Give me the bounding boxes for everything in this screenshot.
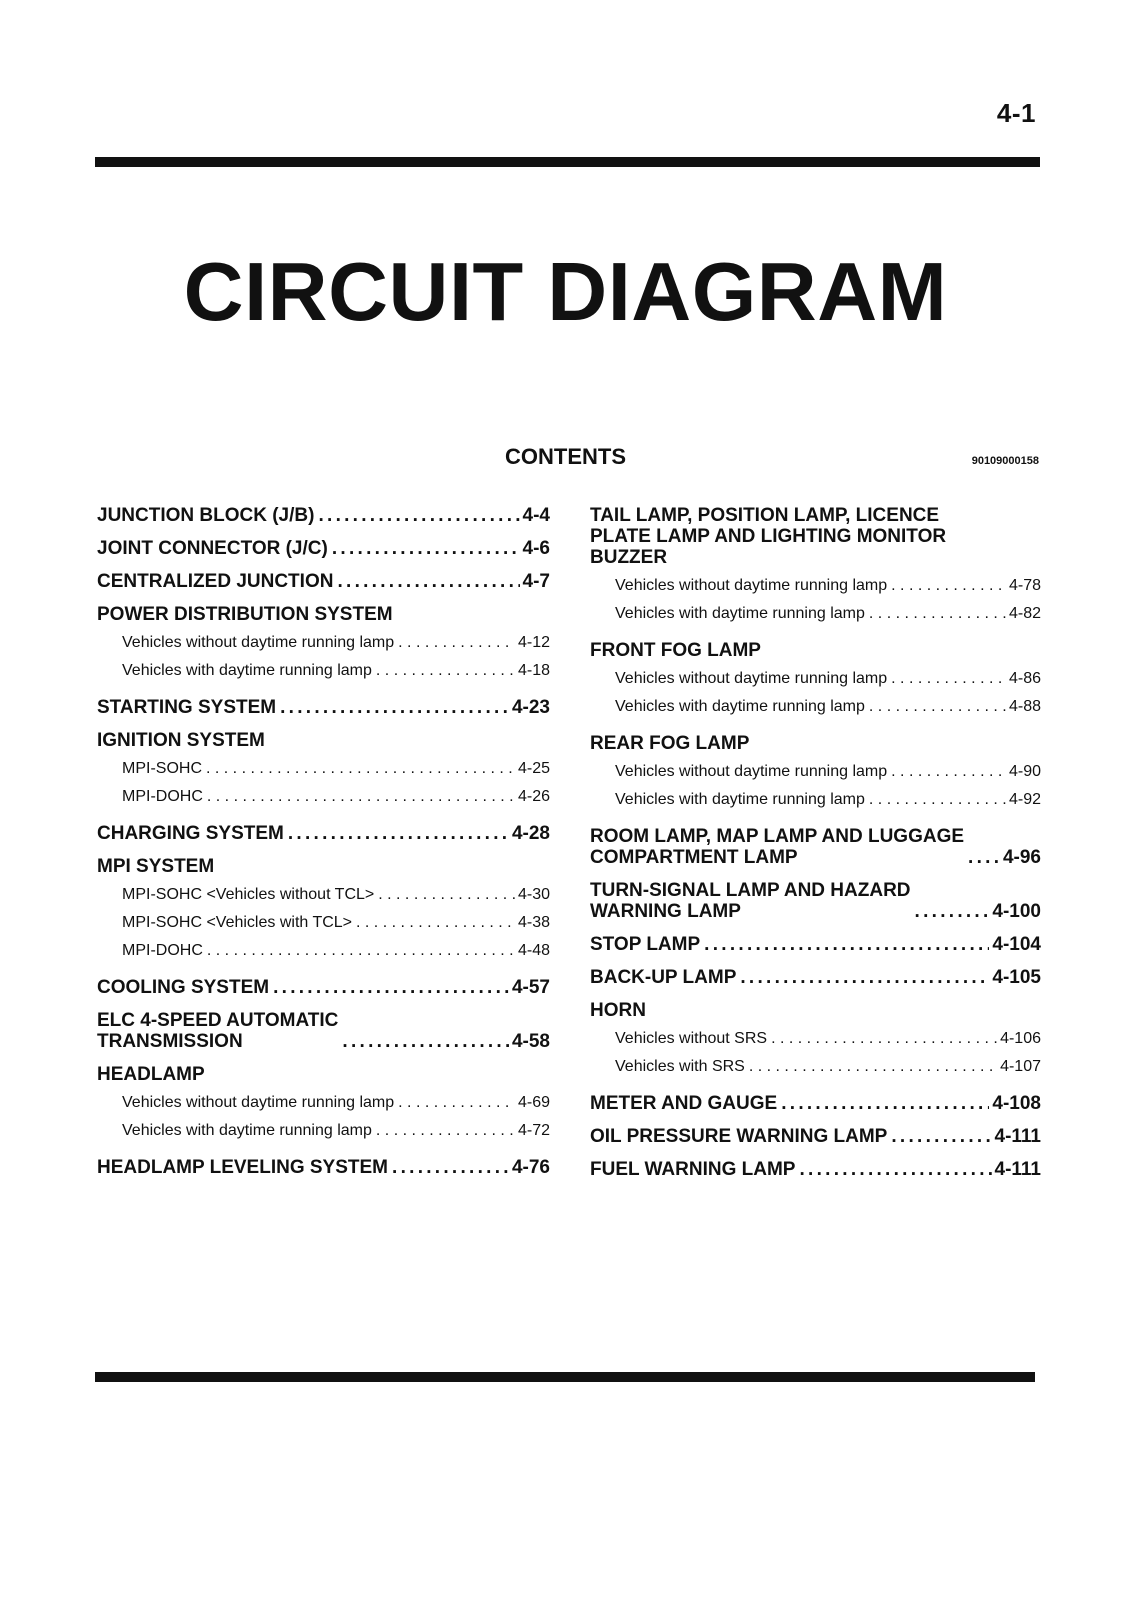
dot-leader — [704, 934, 989, 955]
toc-entry-heading[interactable] — [97, 505, 550, 526]
toc-entry — [97, 856, 550, 965]
toc-entry — [97, 1064, 550, 1145]
toc-entry — [590, 1000, 1041, 1081]
toc-sub-title: Vehicles with SRS — [615, 1058, 745, 1075]
dot-leader — [891, 758, 1006, 786]
page-title: CIRCUIT DIAGRAM — [183, 245, 948, 338]
toc-sub-entry[interactable] — [97, 909, 550, 937]
toc-sub-entry[interactable] — [97, 937, 550, 965]
dot-leader — [869, 600, 1006, 628]
toc-sub-entry[interactable] — [97, 881, 550, 909]
toc-entry-title: REAR FOG LAMP — [590, 733, 750, 754]
toc-entry — [97, 538, 550, 559]
dot-leader — [206, 755, 515, 783]
toc-sub-list — [97, 881, 550, 965]
toc-sub-title: Vehicles without daytime running lamp — [615, 763, 888, 780]
toc-entry-heading[interactable] — [590, 1126, 1041, 1147]
toc-entry-heading[interactable] — [97, 1064, 550, 1085]
toc-entry-heading[interactable] — [97, 856, 550, 877]
dot-leader — [318, 505, 519, 526]
toc-entry-heading[interactable] — [590, 967, 1041, 988]
toc-sub-entry[interactable] — [590, 758, 1041, 786]
dot-leader — [378, 881, 515, 909]
toc-sub-page: 4-48 — [517, 942, 550, 959]
dot-leader — [280, 697, 509, 718]
toc-entry-page: 4-100 — [992, 901, 1041, 922]
toc-entry — [97, 730, 550, 811]
toc-entry-heading[interactable] — [590, 1159, 1041, 1180]
toc-entry-heading[interactable] — [97, 1157, 550, 1178]
toc-entry-page: 4-23 — [511, 697, 550, 718]
dot-leader — [288, 823, 509, 844]
toc-entry-heading[interactable] — [590, 505, 1041, 568]
dot-leader — [891, 572, 1006, 600]
toc-sub-title: Vehicles without daytime running lamp — [615, 670, 888, 687]
toc-sub-title: Vehicles without SRS — [615, 1030, 768, 1047]
toc-sub-page: 4-38 — [517, 914, 550, 931]
toc-entry-page: 4-96 — [1002, 847, 1041, 868]
dot-leader — [376, 657, 515, 685]
toc-entry — [590, 505, 1041, 628]
toc-entry-heading[interactable] — [97, 823, 550, 844]
toc-sub-title: MPI-DOHC — [122, 942, 203, 959]
toc-entry — [97, 1157, 550, 1178]
dot-leader — [915, 901, 990, 922]
toc-sub-page: 4-88 — [1008, 698, 1041, 715]
toc-entry — [97, 505, 550, 526]
toc-entry-title: POWER DISTRIBUTION SYSTEM — [97, 604, 393, 625]
toc-entry-title: FUEL WARNING LAMP — [590, 1159, 796, 1180]
dot-leader — [869, 786, 1006, 814]
toc-entry-heading[interactable] — [590, 640, 1041, 661]
dot-leader — [356, 909, 515, 937]
toc-entry-heading[interactable] — [97, 538, 550, 559]
toc-entry-title: HORN — [590, 1000, 646, 1021]
toc-entry-page: 4-108 — [992, 1093, 1041, 1114]
page-number: 4-1 — [996, 98, 1036, 128]
toc-entry-heading[interactable] — [97, 604, 550, 625]
toc-sub-entry[interactable] — [97, 1117, 550, 1145]
dot-leader — [740, 967, 989, 988]
toc-sub-title: Vehicles with daytime running lamp — [615, 605, 865, 622]
toc-entry-heading[interactable] — [590, 733, 1041, 754]
dot-leader — [749, 1053, 997, 1081]
dot-leader — [337, 571, 519, 592]
toc-entry-title: CHARGING SYSTEM — [97, 823, 284, 844]
toc-entry — [97, 977, 550, 998]
toc-sub-page: 4-69 — [517, 1094, 550, 1111]
contents-heading: CONTENTS — [505, 444, 626, 469]
toc-entry — [97, 571, 550, 592]
dot-leader — [207, 783, 515, 811]
toc-entry — [97, 823, 550, 844]
toc-entry-title: METER AND GAUGE — [590, 1093, 778, 1114]
toc-entry-title: FRONT FOG LAMP — [590, 640, 761, 661]
toc-sub-page: 4-107 — [1000, 1058, 1041, 1075]
toc-entry-page: 4-105 — [992, 967, 1041, 988]
toc-entry-page: 4-4 — [522, 505, 550, 526]
toc-entry-title: BACK-UP LAMP — [590, 967, 737, 988]
toc-sub-title: Vehicles with daytime running lamp — [122, 662, 372, 679]
toc-sub-title: Vehicles without daytime running lamp — [122, 1094, 395, 1111]
dot-leader — [799, 1159, 991, 1180]
dot-leader — [376, 1117, 515, 1145]
toc-sub-entry[interactable] — [590, 786, 1041, 814]
toc-entry-title: HEADLAMP LEVELING SYSTEM — [97, 1157, 389, 1178]
toc-sub-list — [97, 1089, 550, 1145]
dot-leader — [891, 1126, 991, 1147]
dot-leader — [869, 693, 1006, 721]
toc-sub-title: MPI-SOHC <Vehicles with TCL> — [122, 914, 353, 931]
toc-entry-heading[interactable] — [97, 977, 550, 998]
toc-entry — [590, 967, 1041, 988]
dot-leader — [207, 937, 515, 965]
toc-sub-page: 4-78 — [1008, 577, 1041, 594]
toc-entry — [97, 697, 550, 718]
toc-entry-title: JUNCTION BLOCK (J/B) — [97, 505, 315, 526]
toc-entry-heading[interactable] — [97, 1010, 550, 1052]
toc-entry-title: COOLING SYSTEM — [97, 977, 270, 998]
toc-sub-entry[interactable] — [590, 665, 1041, 693]
toc-sub-page: 4-90 — [1008, 763, 1041, 780]
toc-entry-heading[interactable] — [590, 1093, 1041, 1114]
toc-sub-entry[interactable] — [97, 1089, 550, 1117]
toc-entry-title: JOINT CONNECTOR (J/C) — [97, 538, 328, 559]
toc-sub-title: Vehicles without daytime running lamp — [615, 577, 888, 594]
toc-entry-page: 4-6 — [522, 538, 550, 559]
toc-entry-heading[interactable] — [590, 1000, 1041, 1021]
toc-sub-entry[interactable] — [97, 783, 550, 811]
toc-entry — [590, 733, 1041, 814]
toc-sub-list — [590, 1025, 1041, 1081]
toc-entry-page: 4-28 — [511, 823, 550, 844]
toc-entry-heading[interactable] — [590, 934, 1041, 955]
toc-sub-list — [97, 629, 550, 685]
toc-left-column — [97, 505, 550, 1190]
toc-sub-page: 4-82 — [1008, 605, 1041, 622]
toc-entry — [590, 1126, 1041, 1147]
toc-sub-entry[interactable] — [590, 572, 1041, 600]
toc-entry-title: TAIL LAMP, POSITION LAMP, LICENCE PLATE LAMP AND LIGHTING MONITOR BUZZER — [590, 505, 947, 568]
toc-entry-heading[interactable] — [590, 826, 1041, 868]
toc-entry-page: 4-58 — [511, 1031, 550, 1052]
toc-entry-title: ELC 4-SPEED AUTOMATIC TRANSMISSION — [97, 1010, 339, 1052]
toc-sub-title: MPI-SOHC — [122, 760, 202, 777]
toc-entry — [97, 604, 550, 685]
toc-sub-page: 4-30 — [517, 886, 550, 903]
toc-entry — [590, 826, 1041, 868]
toc-sub-title: Vehicles with daytime running lamp — [615, 698, 865, 715]
dot-leader — [968, 847, 1000, 868]
document-code: 90109000158 — [971, 455, 1039, 467]
toc-sub-page: 4-25 — [517, 760, 550, 777]
toc-entry-heading[interactable] — [97, 571, 550, 592]
toc-sub-list — [590, 572, 1041, 628]
toc-entry-page: 4-111 — [994, 1159, 1041, 1180]
dot-leader — [891, 665, 1006, 693]
toc-entry-heading[interactable] — [97, 730, 550, 751]
bottom-rule — [95, 1372, 1035, 1382]
toc-entry-page: 4-111 — [994, 1126, 1041, 1147]
dot-leader — [771, 1025, 997, 1053]
toc-entry-title: HEADLAMP — [97, 1064, 205, 1085]
toc-entry — [97, 1010, 550, 1052]
toc-sub-title: MPI-DOHC — [122, 788, 203, 805]
top-rule — [95, 157, 1040, 167]
dot-leader — [398, 1089, 515, 1117]
toc-entry-title: STARTING SYSTEM — [97, 697, 277, 718]
toc-entry — [590, 934, 1041, 955]
toc-entry-page: 4-76 — [511, 1157, 550, 1178]
toc-sub-title: MPI-SOHC <Vehicles without TCL> — [122, 886, 375, 903]
toc-sub-entry[interactable] — [590, 693, 1041, 721]
dot-leader — [781, 1093, 989, 1114]
toc-sub-page: 4-18 — [517, 662, 550, 679]
toc-entry — [590, 640, 1041, 721]
dot-leader — [273, 977, 509, 998]
toc-sub-page: 4-12 — [517, 634, 550, 651]
dot-leader — [392, 1157, 509, 1178]
toc-sub-entry[interactable] — [97, 755, 550, 783]
toc-sub-title: Vehicles without daytime running lamp — [122, 634, 395, 651]
toc-entry — [590, 1093, 1041, 1114]
toc-entry — [590, 880, 1041, 922]
toc-sub-entry[interactable] — [97, 657, 550, 685]
toc-sub-entry[interactable] — [590, 1025, 1041, 1053]
toc-sub-page: 4-26 — [517, 788, 550, 805]
dot-leader — [332, 538, 520, 559]
toc-sub-title: Vehicles with daytime running lamp — [122, 1122, 372, 1139]
toc-entry-heading[interactable] — [590, 880, 1041, 922]
toc-entry-title: IGNITION SYSTEM — [97, 730, 265, 751]
toc-entry-title: ROOM LAMP, MAP LAMP AND LUGGAGE COMPARTMENT LAMP — [590, 826, 965, 868]
dot-leader — [398, 629, 515, 657]
toc-sub-entry[interactable] — [590, 600, 1041, 628]
toc-entry-title: MPI SYSTEM — [97, 856, 215, 877]
toc-sub-list — [97, 755, 550, 811]
toc-sub-entry[interactable] — [590, 1053, 1041, 1081]
toc-entry-title: TURN-SIGNAL LAMP AND HAZARD WARNING LAMP — [590, 880, 911, 922]
dot-leader — [342, 1031, 509, 1052]
toc-entry-page: 4-57 — [511, 977, 550, 998]
toc-entry-page: 4-104 — [992, 934, 1041, 955]
toc-sub-entry[interactable] — [97, 629, 550, 657]
toc-entry — [590, 1159, 1041, 1180]
toc-right-column — [590, 505, 1041, 1192]
toc-entry-page: 4-7 — [522, 571, 550, 592]
toc-sub-list — [590, 758, 1041, 814]
toc-sub-page: 4-106 — [1000, 1030, 1041, 1047]
toc-entry-title: CENTRALIZED JUNCTION — [97, 571, 334, 592]
toc-sub-list — [590, 665, 1041, 721]
toc-sub-page: 4-72 — [517, 1122, 550, 1139]
toc-entry-heading[interactable] — [97, 697, 550, 718]
toc-sub-title: Vehicles with daytime running lamp — [615, 791, 865, 808]
toc-entry-title: OIL PRESSURE WARNING LAMP — [590, 1126, 888, 1147]
toc-sub-page: 4-86 — [1008, 670, 1041, 687]
toc-sub-page: 4-92 — [1008, 791, 1041, 808]
toc-entry-title: STOP LAMP — [590, 934, 701, 955]
